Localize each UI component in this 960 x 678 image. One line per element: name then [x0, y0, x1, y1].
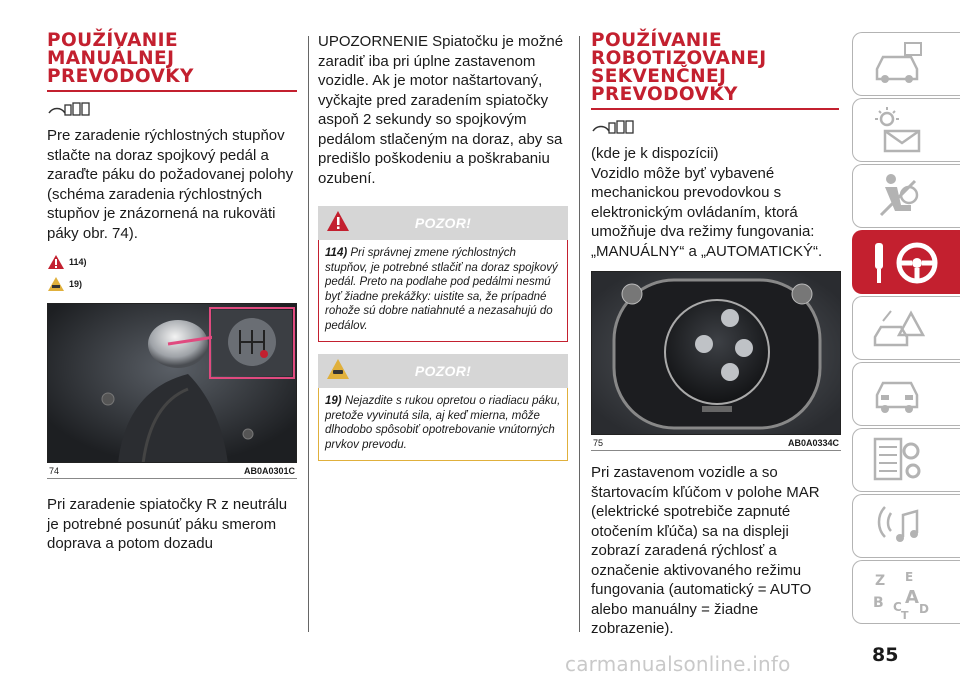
ref-label: 19) — [69, 279, 83, 289]
petrol-pump-icon — [47, 101, 91, 119]
fuel-type-icons — [47, 101, 297, 119]
figure-code: AB0A0301C — [243, 466, 295, 476]
tab-technical-data[interactable] — [852, 428, 960, 492]
petrol-pump-icon — [591, 119, 635, 137]
heading-rule — [47, 90, 297, 92]
column-2 — [318, 32, 568, 461]
svg-text:D: D — [919, 602, 929, 616]
figure-code: AB0A0334C — [787, 438, 839, 448]
alphabetical-index-icon — [871, 567, 931, 619]
page-number: 85 — [872, 644, 899, 666]
heading-rule — [591, 108, 839, 110]
ref-label: 114) — [69, 257, 87, 267]
warning-box-114 — [318, 206, 568, 342]
tab-dashboard[interactable] — [852, 32, 960, 96]
figure-number: 74 — [49, 466, 60, 476]
warning-triangle-yellow-icon — [326, 358, 350, 380]
display-mode-text: Pri zastavenom vozidle a so štartovacím kľúčom v polohe MAR (elektrické spotrebiče zapnuté otočením kľúča) sa na displeji zobrazí zaradená rýchlosť a označenie aktivovaného režimu fungovania (automatický = AUTO alebo manuálny = žiadne zobrazenie). — [591, 464, 820, 637]
seat-airbag-icon — [871, 171, 925, 221]
warning-text: Nejazdite s rukou opretou o riadiacu páku, pretože vyvinutá sila, aj keď mierna, môže dlhodobo spôsobiť opotrebovanie vnútorných prvkov prevodu. — [325, 395, 561, 451]
gear-selector-illustration — [592, 272, 841, 435]
lights-envelope-icon — [871, 105, 925, 155]
warning-body — [318, 388, 568, 461]
section-heading-robotized-gearbox: POUŽÍVANIE ROBOTIZOVANEJ SEKVENČNEJ PREVODOVKY — [591, 30, 767, 105]
warning-header — [318, 206, 568, 240]
warning-header — [318, 354, 568, 388]
ref-item — [47, 273, 297, 295]
reverse-gear-text: Pri zaradenie spiatočky R z neutrálu je potrebné posunúť páku smerom doprava a potom dozadu — [47, 496, 288, 552]
specs-gears-icon — [871, 435, 925, 485]
warning-triangle-red-icon — [47, 254, 65, 270]
section-heading-manual-gearbox: POUŽÍVANIE MANUÁLNEJ PREVODOVKY — [47, 30, 194, 87]
dashboard-car-icon — [871, 39, 925, 89]
figure-number: 75 — [593, 438, 604, 448]
tab-multimedia[interactable] — [852, 494, 960, 558]
breakdown-warning-icon — [871, 303, 925, 353]
column-divider — [579, 36, 580, 632]
warning-refs — [47, 251, 297, 295]
tab-index[interactable] — [852, 560, 960, 624]
tab-maintenance[interactable] — [852, 362, 960, 426]
figure-75 — [591, 271, 841, 451]
ref-item — [47, 251, 297, 273]
svg-text:T: T — [901, 609, 909, 619]
warning-title: POZOR! — [414, 215, 472, 231]
warning-triangle-yellow-icon — [47, 276, 65, 292]
car-service-icon — [871, 369, 925, 419]
fuel-type-icons — [591, 119, 841, 137]
column-3 — [591, 32, 841, 639]
tab-lights[interactable] — [852, 98, 960, 162]
svg-text:E: E — [905, 570, 914, 584]
figure-74 — [47, 303, 297, 479]
svg-text:A: A — [905, 587, 919, 608]
column-1 — [47, 32, 297, 554]
gear-lever-illustration — [48, 304, 297, 463]
svg-text:B: B — [873, 595, 884, 611]
multimedia-icon — [871, 501, 925, 551]
figure-caption — [591, 435, 841, 451]
column-divider — [308, 36, 309, 632]
tab-emergency[interactable] — [852, 296, 960, 360]
warning-text: Pri správnej zmene rýchlostných stupňov, je potrebné stlačiť na doraz spojkový pedál. Preto na podlahe pod pedálmi nesmú byť žiadne prekážky: uistite sa, že prípadné rohože sú dobre natiahnuté a nezasahujú do pedálov. — [325, 247, 558, 332]
figure-caption — [47, 463, 297, 479]
key-steering-wheel-icon — [871, 237, 941, 287]
warning-body — [318, 240, 568, 342]
gear-lever-photo — [47, 303, 297, 463]
gear-selector-photo — [591, 271, 841, 435]
warning-box-19 — [318, 354, 568, 461]
manual-intro-text: Pre zaradenie rýchlostných stupňov stlačte na doraz spojkový pedál a zaraďte páku do požadovanej polohy (schéma zaradenia rýchlostných stupňov je znázornená na rukoväti páky obr. 74). — [47, 127, 294, 242]
warning-number: 114) — [325, 247, 348, 259]
robotized-intro-text: (kde je k dispozícii) Vozidlo môže byť vybavené mechanickou prevodovkou s elektronickým ovládaním, ktorá umožňuje dva režimy fungovania: „MANUÁLNY“ a „AUTOMATICKÝ“. — [591, 145, 823, 260]
warning-title: POZOR! — [414, 363, 472, 379]
svg-text:C: C — [893, 600, 902, 614]
warning-number: 19) — [325, 395, 342, 407]
watermark: carmanualsonline.info — [565, 652, 791, 676]
tab-starting-driving[interactable] — [852, 230, 960, 294]
tab-safety[interactable] — [852, 164, 960, 228]
warning-triangle-red-icon — [326, 210, 350, 232]
svg-text:Z: Z — [875, 573, 886, 589]
reverse-note-text: UPOZORNENIE Spiatočku je možné zaradiť iba pri úplne zastavenom vozidle. Ak je motor naštartovaný, vyčkajte pred zaradením spiatočky aspoň 2 sekundy so spojkovým pedálom stlačeným na doraz, aby sa predišlo poškodeniu a poškrabaniu ozubení. — [318, 33, 564, 187]
